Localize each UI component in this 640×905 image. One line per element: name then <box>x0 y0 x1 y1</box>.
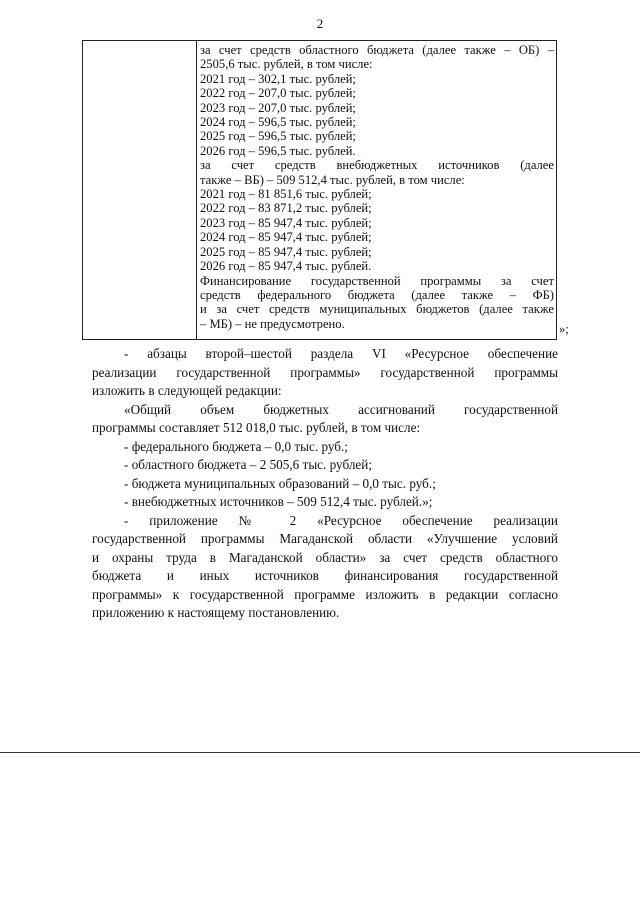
bottom-rule <box>0 752 640 753</box>
body-line: - внебюджетных источников – 509 512,4 тыс. рублей.»; <box>124 494 433 509</box>
cell-line: Финансирование государственной программы за счет <box>200 273 554 288</box>
table-cell-funding-details <box>200 43 554 331</box>
cell-line: 2023 год – 85 947,4 тыс. рублей; <box>200 215 372 230</box>
cell-line: также – ВБ) – 509 512,4 тыс. рублей, в том числе: <box>200 172 465 187</box>
body-line: бюджета и иных источников финансирования государственной <box>92 568 558 583</box>
cell-line: 2023 год – 207,0 тыс. рублей; <box>200 100 356 115</box>
cell-line: за счет средств внебюджетных источников (далее <box>200 158 554 173</box>
cell-line: 2026 год – 596,5 тыс. рублей. <box>200 143 356 158</box>
cell-line: за счет средств областного бюджета (далее также – ОБ) – <box>200 43 554 57</box>
body-line: «Общий объем бюджетных ассигнований государственной <box>124 401 558 417</box>
closing-quote-mark: »; <box>559 322 569 336</box>
body-text <box>92 345 558 623</box>
body-line: реализации государственной программы» государственной программы <box>92 364 558 380</box>
body-line: - бюджета муниципальных образований – 0,0 тыс. руб.; <box>124 475 436 491</box>
cell-line: средств федерального бюджета (далее также – ФБ) <box>200 287 554 302</box>
body-line: - приложение № 2 «Ресурсное обеспечение реализации <box>124 512 558 528</box>
cell-line: 2025 год – 596,5 тыс. рублей; <box>200 129 356 144</box>
cell-line: 2021 год – 81 851,6 тыс. рублей; <box>200 187 372 202</box>
cell-line: 2021 год – 302,1 тыс. рублей; <box>200 71 356 86</box>
body-line: и охраны труда в Магаданской области» за счет средств областного <box>92 549 558 565</box>
cell-line: 2505,6 тыс. рублей, в том числе: <box>200 57 373 72</box>
body-line: приложению к настоящему постановлению. <box>92 605 340 620</box>
cell-line: 2024 год – 85 947,4 тыс. рублей; <box>200 230 372 245</box>
body-line: - федерального бюджета – 0,0 тыс. руб.; <box>124 438 348 454</box>
body-line: государственной программы Магаданской области «Улучшение условий <box>92 531 558 546</box>
cell-line: 2024 год – 596,5 тыс. рублей; <box>200 115 356 130</box>
body-line: программы составляет 512 018,0 тыс. рублей, в том числе: <box>92 420 421 435</box>
body-line: изложить в следующей редакции: <box>92 383 282 398</box>
page-number: 2 <box>316 16 324 31</box>
cell-line: 2026 год – 85 947,4 тыс. рублей. <box>200 259 372 274</box>
body-line: программы» к государственной программе изложить в редакции согласно <box>92 586 558 602</box>
funding-table <box>82 40 557 340</box>
cell-line: 2022 год – 83 871,2 тыс. рублей; <box>200 201 372 216</box>
cell-line: и за счет средств муниципальных бюджетов (далее также <box>200 302 554 317</box>
body-line: - областного бюджета – 2 505,6 тыс. рублей; <box>124 457 372 472</box>
cell-line: 2025 год – 85 947,4 тыс. рублей; <box>200 244 372 259</box>
body-line: - абзацы второй–шестой раздела VI «Ресурсное обеспечение <box>124 346 558 361</box>
cell-line: – МБ) – не предусмотрено. <box>200 316 345 331</box>
table-column-separator <box>196 41 197 339</box>
cell-line: 2022 год – 207,0 тыс. рублей; <box>200 86 356 101</box>
